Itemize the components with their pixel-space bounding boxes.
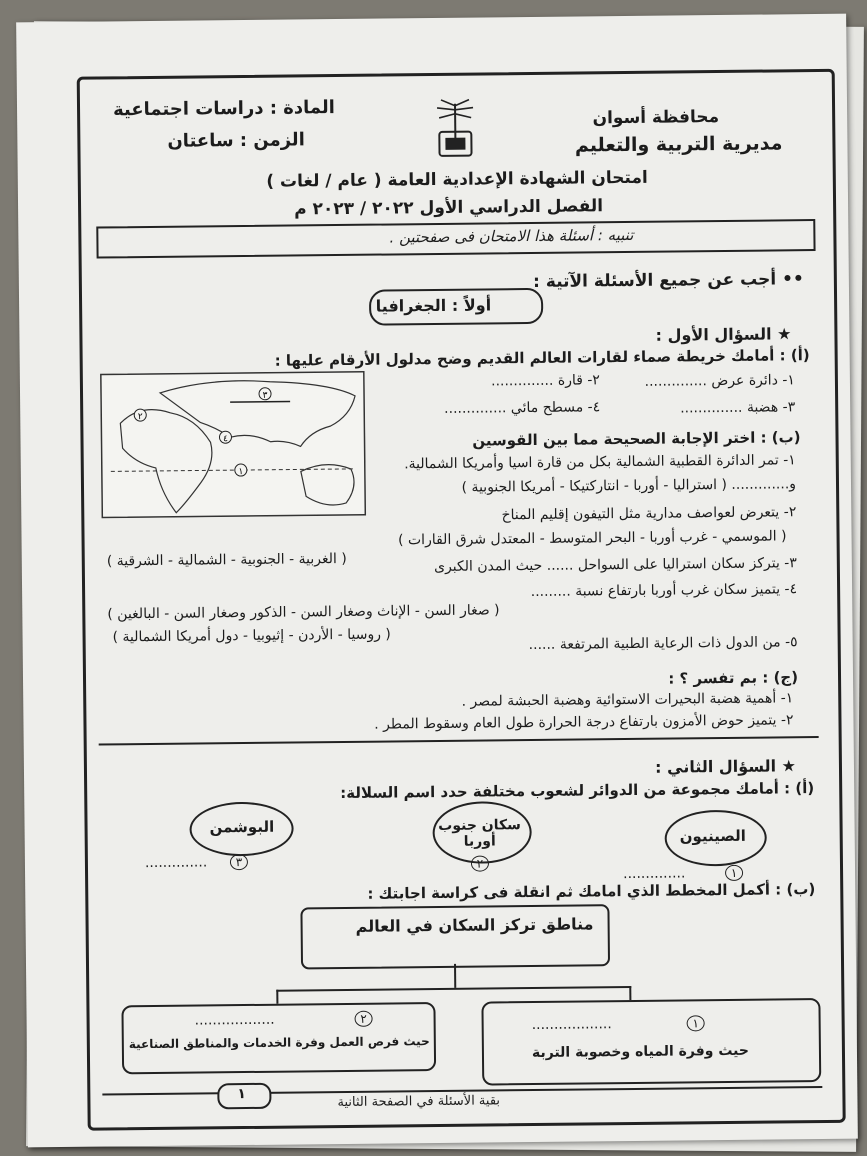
q1-title: ★ السؤال الأول : (655, 324, 792, 345)
map-mark-3: ٣ (262, 390, 268, 401)
map-mark-2: ٢ (137, 412, 143, 423)
q2-b-head: (ب) : أكمل المخطط الذي امامك ثم انقلة فى كراسة اجابتك : (367, 880, 816, 903)
q1-c-item-2: ٢- يتميز حوض الأمزون بارتفاع درجة الحرارة طول العام وسقوط المطر . (374, 712, 794, 733)
diagram-child-1-box (481, 998, 821, 1086)
q1-c-head: (ج) : بم تفسر ؟ : (668, 668, 799, 688)
diagram-child-1-num: ١ (687, 1015, 705, 1031)
map-mark-1: ١ (238, 467, 244, 478)
q1-b-head: (ب) : اختر الإجابة الصحيحة مما بين القوسين (472, 428, 801, 450)
q1-b-line-9: ٥- من الدول ذات الرعاية الطبية المرتفعة ...... (528, 634, 798, 654)
people-num-3: ٣ (230, 854, 248, 870)
people-name-3: البوشمن (209, 817, 275, 837)
q1-b-line-5: ٣- يتركز سكان استراليا على السواحل ...... حيث المدن الكبرى (433, 555, 797, 576)
q1-a-head: (أ) : أمامك خريطة صماء لقارات العالم القديم وضح مدلول الأرقام عليها : (274, 346, 810, 370)
people-name-1: الصينيون (679, 826, 746, 846)
continue-note: بقية الأسئلة في الصفحة الثانية (337, 1093, 501, 1111)
q1-b-line-10: ( روسيا - الأردن - إثيوبيا - دول أمريكا الشمالية ) (112, 626, 391, 646)
exam-title: امتحان الشهادة الإعدادية العامة ( عام / لغات ) (266, 167, 648, 192)
subject: المادة : دراسات اجتماعية (112, 97, 335, 121)
q1-b-line-8: ( صغار السن - الإناث وصغار السن - الذكور وصغار السن - البالغين ) (107, 602, 500, 623)
section-title: أولاً : الجغرافيا (375, 295, 492, 316)
exam-sheet (16, 14, 858, 1148)
diagram-left-drop (276, 990, 278, 1004)
diagram-child-2-num: ٢ (355, 1011, 373, 1027)
ministry-logo-icon (433, 96, 478, 166)
q1-b-line-7: ٤- يتميز سكان غرب أوربا بارتفاع نسبة ......... (530, 581, 798, 601)
q1-a-item-4: ٤- مسطح مائي .............. (444, 399, 601, 417)
q1-b-line-6: ( الغربية - الجنوبية - الشمالية - الشرقية ) (106, 550, 347, 570)
q2-title: ★ السؤال الثاني : (655, 756, 797, 777)
diagram-child-2-blank: .................. (194, 1011, 275, 1029)
diagram-right-drop (629, 986, 631, 1000)
diagram-root: مناطق تركز السكان في العالم (355, 914, 594, 936)
q1-b-line-1: ١- تمر الدائرة القطبية الشمالية بكل من قارة اسيا وأمريكا الشمالية. (404, 452, 796, 473)
q1-b-line-2: و............. ( استراليا - أوربا - انتاركتيكا - أمريكا الجنوبية ) (461, 476, 797, 496)
notice: تنبيه : أسئلة هذا الامتحان فى صفحتين . (389, 225, 634, 247)
map-mark-4: ٤ (223, 434, 228, 445)
term: الفصل الدراسي الأول ٢٠٢٢ / ٢٠٢٣ م (294, 196, 604, 220)
people-num-2: ٢ (471, 855, 489, 871)
people-blank-1: .............. (623, 865, 686, 883)
people-name-2: سكان جنوب أوربا (438, 817, 521, 850)
page-number: ١ (237, 1086, 246, 1103)
diagram-stem (454, 964, 456, 988)
diagram-child-1-text: حيث وفرة المياه وخصوبة التربة (531, 1042, 750, 1062)
duration: الزمن : ساعتان (167, 129, 305, 152)
q1-a-item-1: ١- دائرة عرض .............. (644, 372, 796, 390)
q2-a-head: (أ) : أمامك مجموعة من الدوائر لشعوب مختلفة حدد اسم السلالة: (340, 779, 815, 803)
diagram-child-1-blank: .................. (531, 1016, 612, 1034)
q1-b-line-4: ( الموسمي - غرب أوربا - البحر المتوسط - المعتدل شرق القارات ) (397, 528, 787, 549)
old-world-blank-map (100, 371, 367, 519)
q1-a-item-2: ٢- قارة .............. (490, 372, 600, 390)
governorate: محافظة أسوان (592, 107, 720, 129)
map-arrow (230, 402, 290, 403)
diagram-child-2-text: حيث فرص العمل وفرة الخدمات والمناطق الصناعية (128, 1034, 430, 1052)
people-num-1: ١ (725, 865, 743, 881)
q1-a-item-3: ٣- هضبة .............. (680, 399, 796, 417)
people-blank-3: .............. (144, 854, 208, 872)
q1-b-line-3: ٢- يتعرض لعواصف مدارية مثل التيفون إقليم المناخ (501, 504, 797, 524)
instruction: •• أجب عن جميع الأسئلة الآتية : (533, 269, 804, 292)
directorate: مديرية التربية والتعليم (574, 132, 783, 157)
q1-c-item-1: ١- أهمية هضبة البحيرات الاستوائية وهضبة الحبشة لمصر . (461, 690, 794, 710)
